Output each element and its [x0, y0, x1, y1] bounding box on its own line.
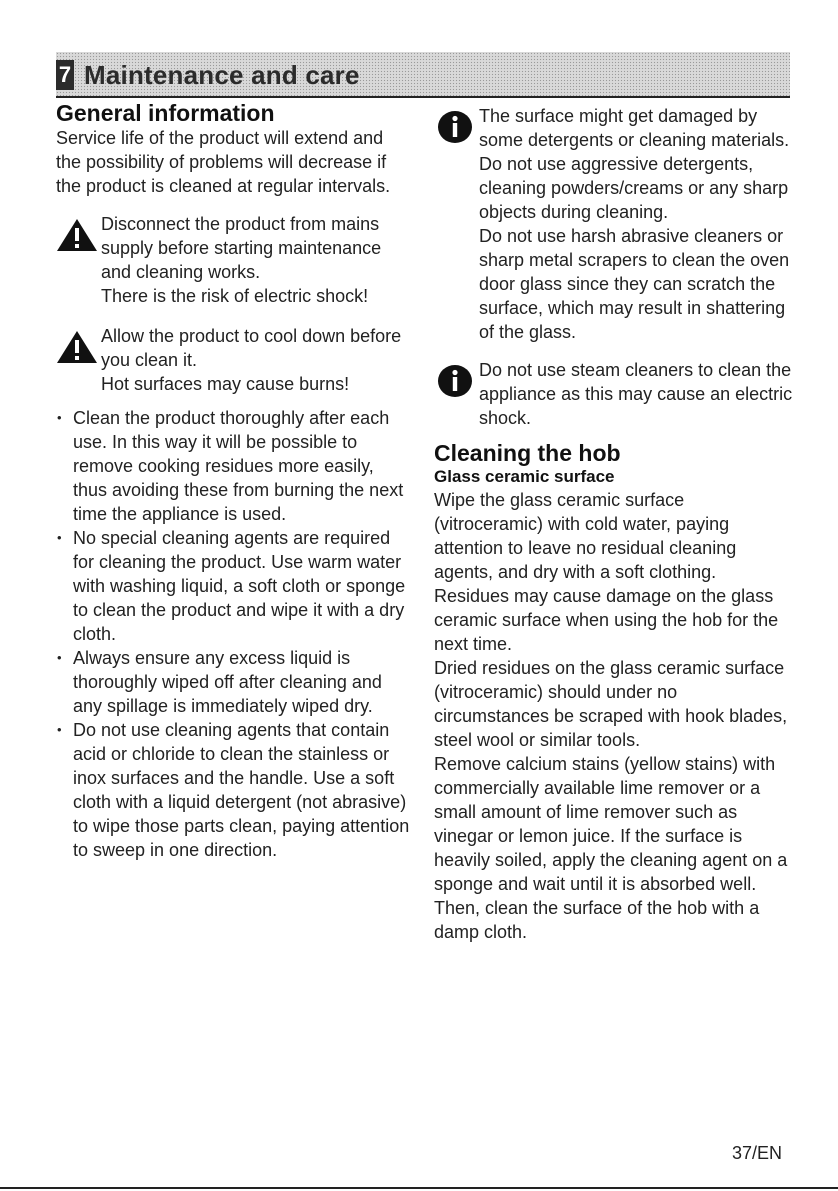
info-text: Do not use steam cleaners to clean the appliance as this may cause an electric shock. — [479, 360, 793, 428]
warning-text: Disconnect the product from mains supply before starting maintenance and cleaning works. — [101, 214, 382, 282]
info-icon — [434, 110, 476, 144]
warning-icon — [56, 330, 98, 364]
chapter-title: Maintenance and care — [84, 60, 360, 90]
list-item: • No special cleaning agents are required for cleaning the product. Use warm water with washing liquid, a soft cloth or sponge to clean the product and wipe it with a dry cloth. — [56, 526, 410, 646]
info-icon — [434, 364, 476, 398]
warning-notice-electric — [56, 212, 410, 308]
list-item: • Always ensure any excess liquid is thoroughly wiped off after cleaning and any spillage is immediately wiped dry. — [56, 646, 410, 718]
section-heading-general-information: General information — [56, 100, 275, 126]
right-column — [434, 100, 794, 944]
warning-text: Hot surfaces may cause burns! — [101, 374, 350, 394]
section-heading-cleaning-the-hob: Cleaning the hob — [434, 440, 621, 466]
hob-paragraph: Dried residues on the glass ceramic surface (vitroceramic) should under no circumstances be scraped with hook blades, steel wool or similar tools. — [434, 658, 788, 750]
info-notice-detergents — [434, 104, 794, 344]
info-notice-steam — [434, 358, 794, 430]
warning-text: Allow the product to cool down before you clean it. — [101, 326, 402, 370]
left-column — [56, 100, 410, 862]
info-text: Do not use harsh abrasive cleaners or sharp metal scrapers to clean the oven door glass since they can scratch the surface, which may result in shattering of the glass. — [479, 226, 790, 342]
list-item: • Do not use cleaning agents that contain acid or chloride to clean the stainless or inox surfaces and the handle. Use a soft cloth with a liquid detergent (not abrasive) to wipe those parts clean, paying attention to sweep in one direction. — [56, 718, 410, 862]
warning-notice-hot — [56, 324, 410, 396]
hob-paragraph: Remove calcium stains (yellow stains) with commercially available lime remover or a small amount of lime remover such as vinegar or lemon juice. If the surface is heavily soiled, apply the cleaning agent on a sponge and wait until it is absorbed well. Then, clean the surface of the hob with a damp cloth. — [434, 754, 788, 942]
subheading-glass-ceramic-surface: Glass ceramic surface — [434, 467, 615, 486]
info-text: Do not use aggressive detergents, cleaning powders/creams or any sharp objects during cleaning. — [479, 154, 789, 222]
warning-icon — [56, 218, 98, 252]
page-number: 37/EN — [731, 1143, 782, 1163]
info-text: The surface might get damaged by some detergents or cleaning materials. — [479, 106, 790, 150]
chapter-number: 7 — [56, 60, 74, 90]
cleaning-bullet-list — [56, 406, 410, 862]
warning-text: There is the risk of electric shock! — [101, 286, 369, 306]
intro-paragraph: Service life of the product will extend and the possibility of problems will decrease if the product is cleaned at regular intervals. — [56, 128, 391, 196]
hob-paragraph: Wipe the glass ceramic surface (vitroceramic) with cold water, paying attention to leave no residual cleaning agents, and dry with a soft clothing. Residues may cause damage on the glass ceramic surface when using the hob for the next time. — [434, 490, 779, 654]
header-divider — [56, 96, 790, 98]
footer-divider — [0, 1187, 838, 1189]
list-item: • Clean the product thoroughly after each use. In this way it will be possible to remove cooking residues more easily, thus avoiding these from burning the next time the appliance is used. — [56, 406, 410, 526]
